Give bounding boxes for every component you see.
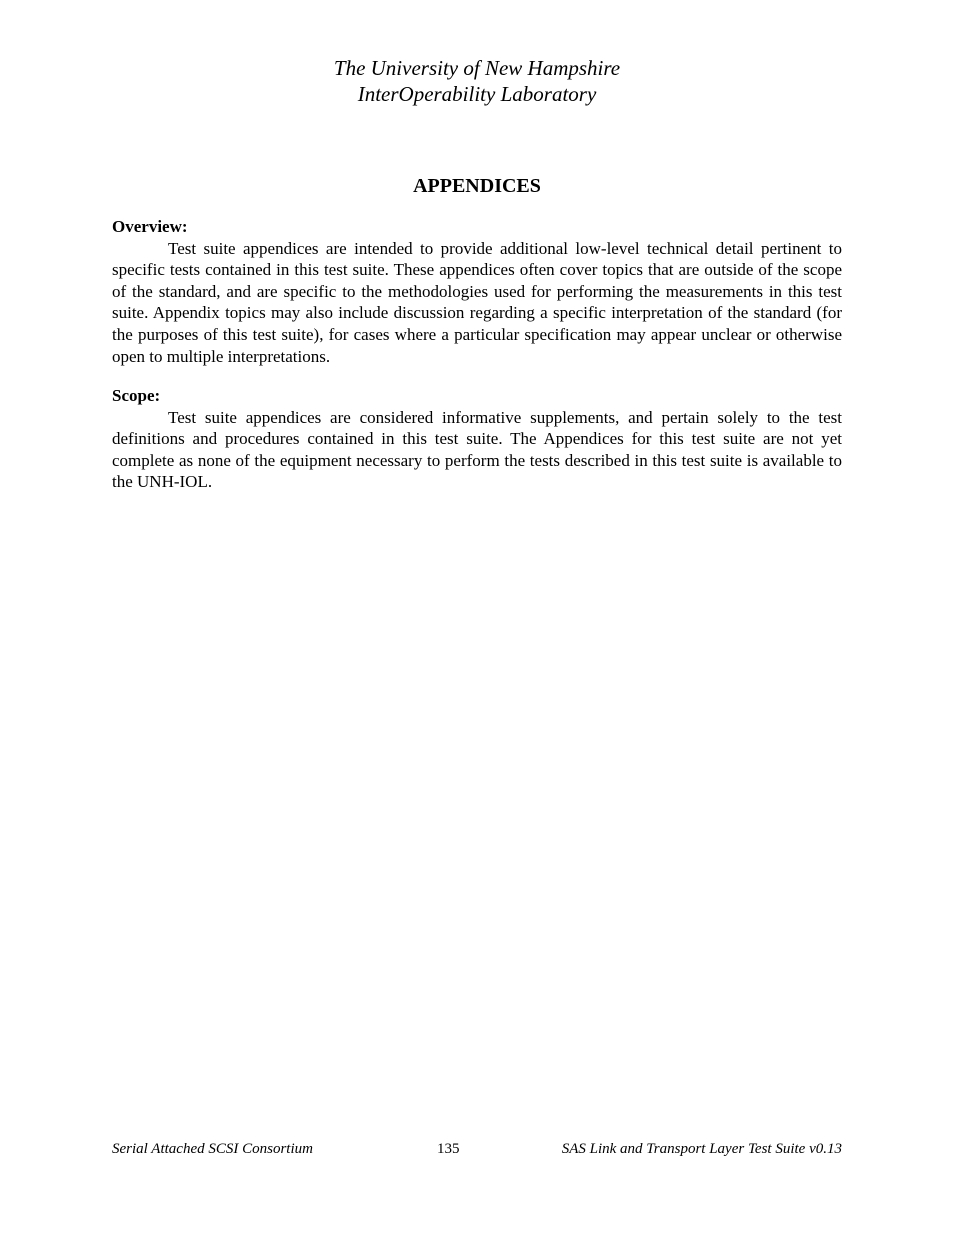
scope-body: Test suite appendices are considered informative supplements, and pertain solely to the test definitions and procedures contained in this test suite. The Appendices for this test suite are not yet complete as none of the equipment necessary to perform the tests described in this test suite is available to the UNH-IOL. [112,407,842,492]
footer-organization: Serial Attached SCSI Consortium [112,1141,313,1157]
section-overview [112,216,842,367]
page-footer [112,1139,842,1159]
scope-heading: Scope: [112,386,161,405]
page-title: APPENDICES [413,175,541,197]
overview-body: Test suite appendices are intended to provide additional low-level technical detail pertinent to specific tests contained in this test suite. These appendices often cover topics that are outside of the scope of the standard, and are specific to the methodologies used for performing the measurements in this test suite. Appendix topics may also include discussion regarding a specific interpretation of the standard (for the purposes of this test suite), for cases where a particular specification may appear unclear or otherwise open to multiple interpretations. [112,238,842,366]
page-header [0,55,954,107]
section-scope [112,385,842,493]
footer-page-number: 135 [437,1141,460,1157]
header-laboratory: InterOperability Laboratory [357,82,597,106]
overview-heading: Overview: [112,217,188,236]
footer-document-title: SAS Link and Transport Layer Test Suite v0.13 [561,1141,842,1157]
header-institution: The University of New Hampshire [333,56,621,80]
